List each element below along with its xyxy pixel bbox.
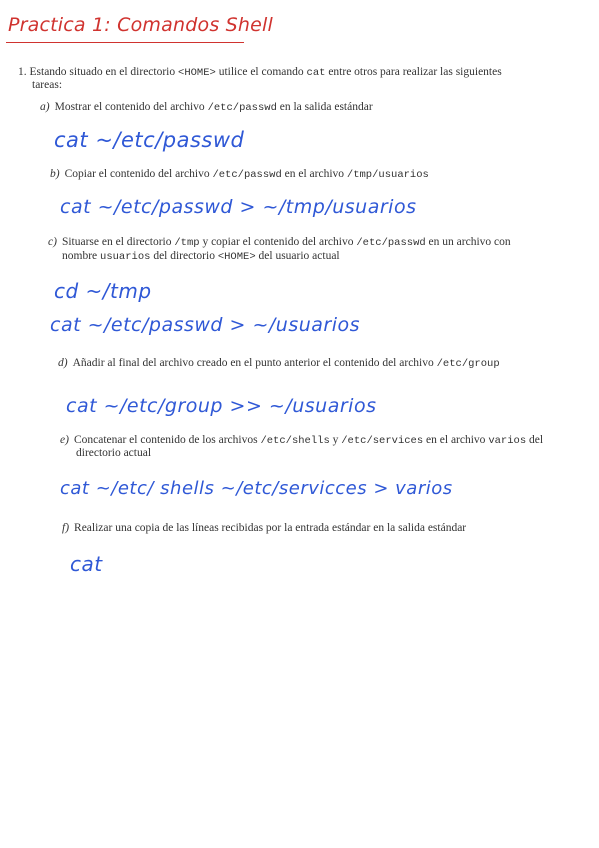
answer-b: cat ~/etc/passwd > ~/tmp/usuarios [60,196,417,218]
task-b-label: b) [50,168,60,180]
task-e-code-2: /etc/services [341,435,424,447]
intro-text-b: utilice el comando [215,66,307,78]
intro-text-a: Estando situado en el directorio [29,66,179,78]
task-a-text-1: Mostrar el contenido del archivo [54,101,208,113]
task-c [48,236,596,249]
task-c-text-3: en un archivo con [425,236,511,248]
task-e-cont [76,447,151,459]
task-f-text-1: Realizar una copia de las líneas recibidas por la entrada estándar en la salida estándar [74,522,467,534]
task-a-code-1: /etc/passwd [207,102,277,114]
intro-text-c: entre otros para realizar las siguientes [325,66,502,78]
page-title: Practica 1: Comandos Shell [8,14,274,36]
home-code: <HOME> [178,67,216,79]
task-e-label: e) [60,434,69,446]
task-b-text-2: en el archivo [281,168,347,180]
task-c-code-3: usuarios [100,251,151,263]
task-f-label: f) [62,522,70,534]
answer-e: cat ~/etc/ shells ~/etc/servicces > varios [60,478,453,499]
task-b-code-2: /tmp/usuarios [346,169,429,181]
task-d-label: d) [58,357,68,369]
task-d-text-1: Añadir al final del archivo creado en el punto anterior el contenido del archivo [72,357,437,369]
task-c-text-5: del directorio [150,250,218,262]
task-c-text-6: del usuario actual [255,250,340,262]
task-c-code-1: /tmp [174,237,200,249]
intro-text-d: tareas: [32,79,63,91]
answer-f: cat [70,552,103,576]
task-c-code-4: <HOME> [217,251,256,263]
task-d [58,357,593,370]
task-b [50,168,590,181]
task-c-label: c) [48,236,57,248]
task-c-text-4: nombre [62,250,101,262]
question-number: 1. [18,66,27,78]
task-c-code-2: /etc/passwd [356,237,426,249]
task-a-text-2: en la salida estándar [276,101,373,113]
task-e-text-4: del [526,434,544,446]
task-e-text-1: Concatenar el contenido de los archivos [73,434,261,446]
task-e-code-1: /etc/shells [260,435,330,447]
question-intro-cont [32,79,62,91]
cat-code: cat [306,67,326,79]
task-f [62,522,592,534]
task-b-text-1: Copiar el contenido del archivo [64,168,213,180]
task-c-cont [62,250,592,263]
task-e-code-3: varios [488,435,527,447]
task-a [40,101,590,114]
question-intro [18,66,588,79]
task-d-code-1: /etc/group [436,358,500,370]
task-c-text-2: y copiar el contenido del archivo [199,236,357,248]
answer-d: cat ~/etc/group >> ~/usuarios [66,395,377,417]
task-c-text-1: Situarse en el directorio [61,236,175,248]
title-underline [6,42,244,43]
task-e-text-5: directorio actual [76,447,152,459]
task-e-text-2: y [329,434,342,446]
answer-a: cat ~/etc/passwd [54,128,245,152]
task-b-code-1: /etc/passwd [212,169,282,181]
task-e-text-3: en el archivo [423,434,489,446]
answer-c-line-1: cd ~/tmp [54,279,152,303]
task-a-label: a) [40,101,50,113]
task-e [60,434,590,447]
answer-c-line-2: cat ~/etc/passwd > ~/usuarios [50,314,361,336]
